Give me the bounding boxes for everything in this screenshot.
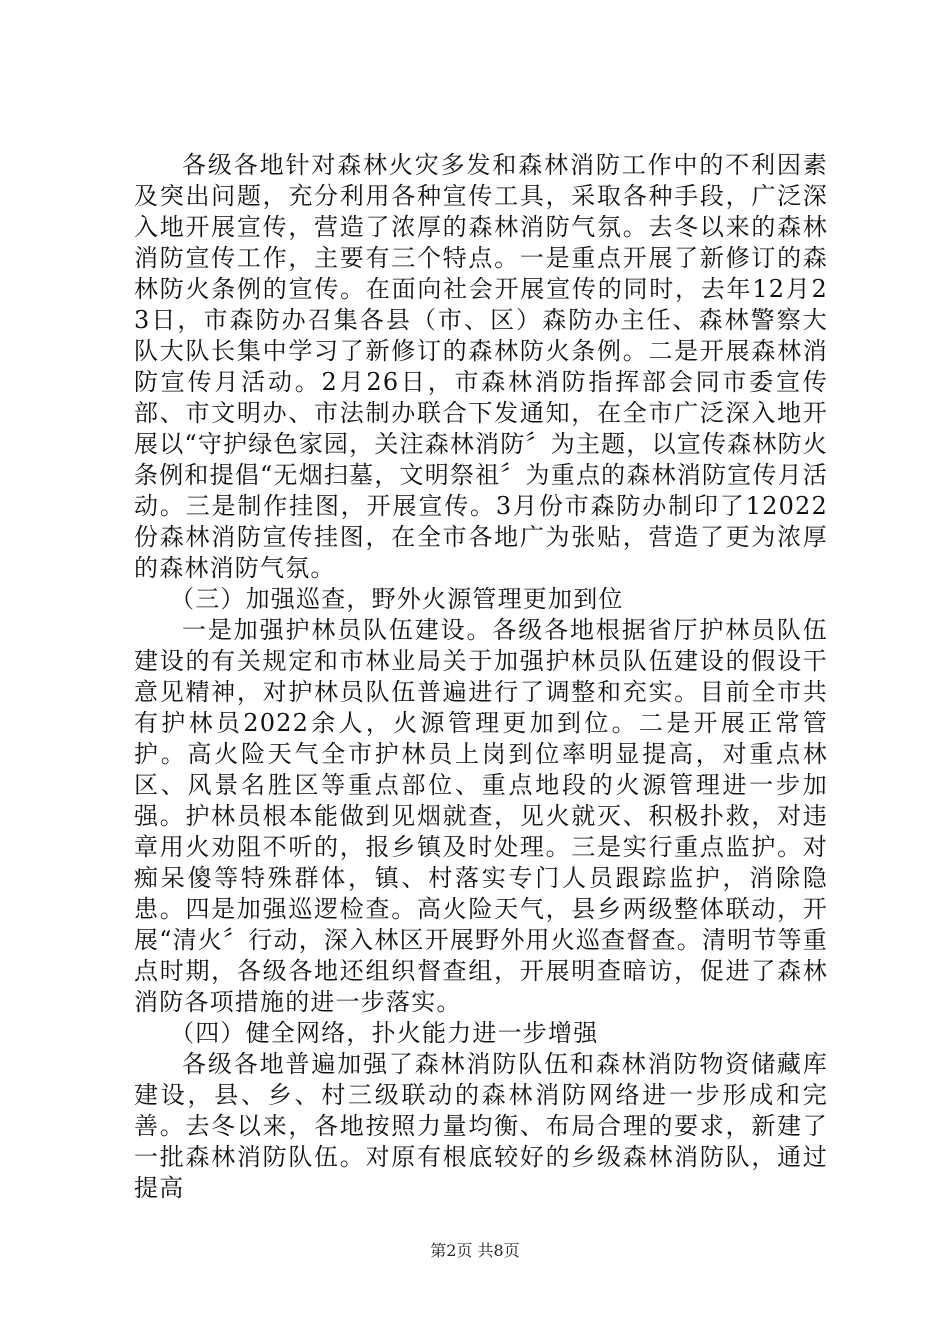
page-number-footer: 第2页 共8页 [430,1241,520,1260]
paragraph-patrol: 一是加强护林员队伍建设。各级各地根据省厅护林员队伍建设的有关规定和市林业局关于加强护林员队伍建设的假设干意见精神，对护林员队伍普遍进行了调整和充实。目前全市共有护林员2022余人，火源管理更加到位。二是开展正常管护。高火险天气全市护林员上岗到位率明显提高，对重点林区、风景名胜区等重点部位、重点地段的火源管理进一步加强。护林员根本能做到见烟就查，见火就灭、积极扑救，对违章用火劝阻不听的，报乡镇及时处理。三是实行重点监护。对痴呆傻等特殊群体，镇、村落实专门人员跟踪监护，消除隐患。四是加强巡逻检查。高火险天气，县乡两级整体联动，开展“清火〞行动，深入林区开展野外用火巡查督查。清明节等重点时期，各级各地还组织督查组，开展明查暗访，促进了森林消防各项措施的进一步落实。 [134,616,828,1016]
section-heading-3: （三）加强巡查，野外火源管理更加到位 [170,585,624,613]
section-heading-4: （四）健全网络，扑火能力进一步增强 [170,1019,599,1047]
paragraph-network: 各级各地普遍加强了森林消防队伍和森林消防物资储藏库建设，县、乡、村三级联动的森林消防网络进一步形成和完善。去冬以来，各地按照力量均衡、布局合理的要求，新建了一批森林消防队伍。对原有根底较好的乡级森林消防队，通过提高 [134,1050,828,1202]
document-body [134,150,828,1204]
paragraph-publicity: 各级各地针对森林火灾多发和森林消防工作中的不利因素及突出问题，充分利用各种宣传工具，采取各种手段，广泛深入地开展宣传，营造了浓厚的森林消防气氛。去冬以来的森林消防宣传工作，主要有三个特点。一是重点开展了新修订的森林防火条例的宣传。在面向社会开展宣传的同时，去年12月23日，市森防办召集各县（市、区）森防办主任、森林警察大队大队长集中学习了新修订的森林防火条例。二是开展森林消防宣传月活动。2月26日，市森林消防指挥部会同市委宣传部、市文明办、市法制办联合下发通知，在全市广泛深入地开展以“守护绿色家园，关注森林消防〞为主题，以宣传森林防火条例和提倡“无烟扫墓，文明祭祖〞为重点的森林消防宣传月活动。三是制作挂图，开展宣传。3月份市森防办制印了12022份森林消防宣传挂图，在全市各地广为张贴，营造了更为浓厚的森林消防气氛。 [134,151,828,582]
